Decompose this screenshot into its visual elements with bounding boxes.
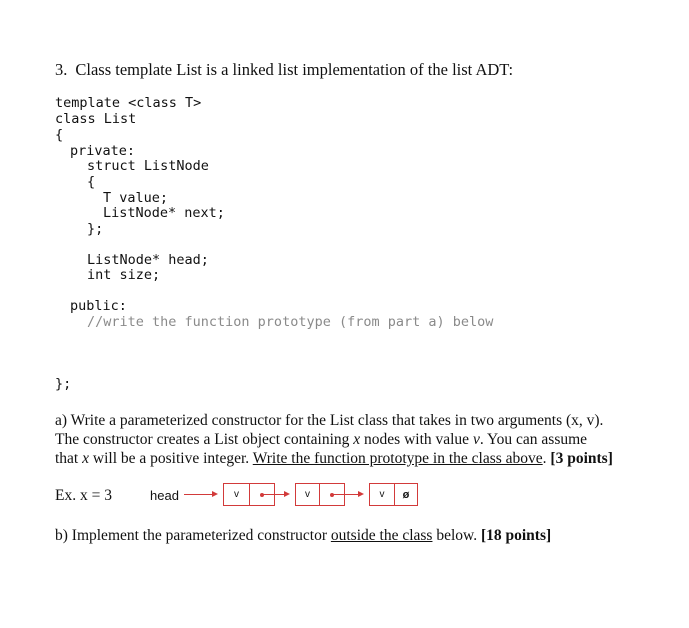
question-text: Class template List is a linked list implementation of the list ADT: <box>75 60 514 79</box>
code-line-value: T value; <box>103 190 169 206</box>
part-a-line2: The constructor creates a List object containing x nodes with value v. You can assume <box>55 431 588 448</box>
part-a-underlined: Write the function prototype in the class above <box>252 450 543 467</box>
code-line-struct-open: { <box>87 174 96 190</box>
part-a-line3: that x will be a positive integer. Write the function prototype in the class above. [3 points] <box>55 450 613 467</box>
list-node-3 <box>369 483 418 506</box>
code-line-public: public: <box>70 298 127 314</box>
code-comment: //write the function prototype (from part a) below <box>87 314 494 330</box>
code-line-struct: struct ListNode <box>87 158 209 174</box>
question-number: 3. <box>55 60 68 79</box>
part-b: b) Implement the parameterized constructor outside the class below. [18 points] <box>55 527 552 544</box>
node1-arrow <box>262 494 284 495</box>
code-line-struct-close: }; <box>87 221 104 237</box>
code-line-close: }; <box>55 376 72 392</box>
null-pointer-symbol: ø <box>402 488 410 501</box>
code-line-class: class List <box>55 111 137 127</box>
node1-value: v <box>234 489 239 500</box>
part-a-line1: a) Write a parameterized constructor for the List class that takes in two arguments (x, v). <box>55 412 604 429</box>
node2-arrow <box>332 494 358 495</box>
code-line-template: template <class T> <box>55 95 202 111</box>
code-line-size: int size; <box>87 267 161 283</box>
part-b-points: [18 points] <box>480 527 552 544</box>
code-line-private: private: <box>70 143 136 159</box>
example-label: Ex. x = 3 <box>55 487 112 504</box>
head-label: head <box>150 488 179 503</box>
part-a <box>55 411 655 468</box>
head-arrow <box>184 494 212 495</box>
head-arrowhead <box>212 491 218 497</box>
question-heading <box>55 60 513 80</box>
part-b-underlined: outside the class <box>330 527 433 544</box>
code-line-head: ListNode* head; <box>87 252 209 268</box>
node3-value: v <box>379 489 385 500</box>
code-line-next: ListNode* next; <box>103 205 225 221</box>
node2-value: v <box>305 489 310 500</box>
code-line-open-brace: { <box>55 127 64 143</box>
part-a-points: [3 points] <box>550 450 613 467</box>
